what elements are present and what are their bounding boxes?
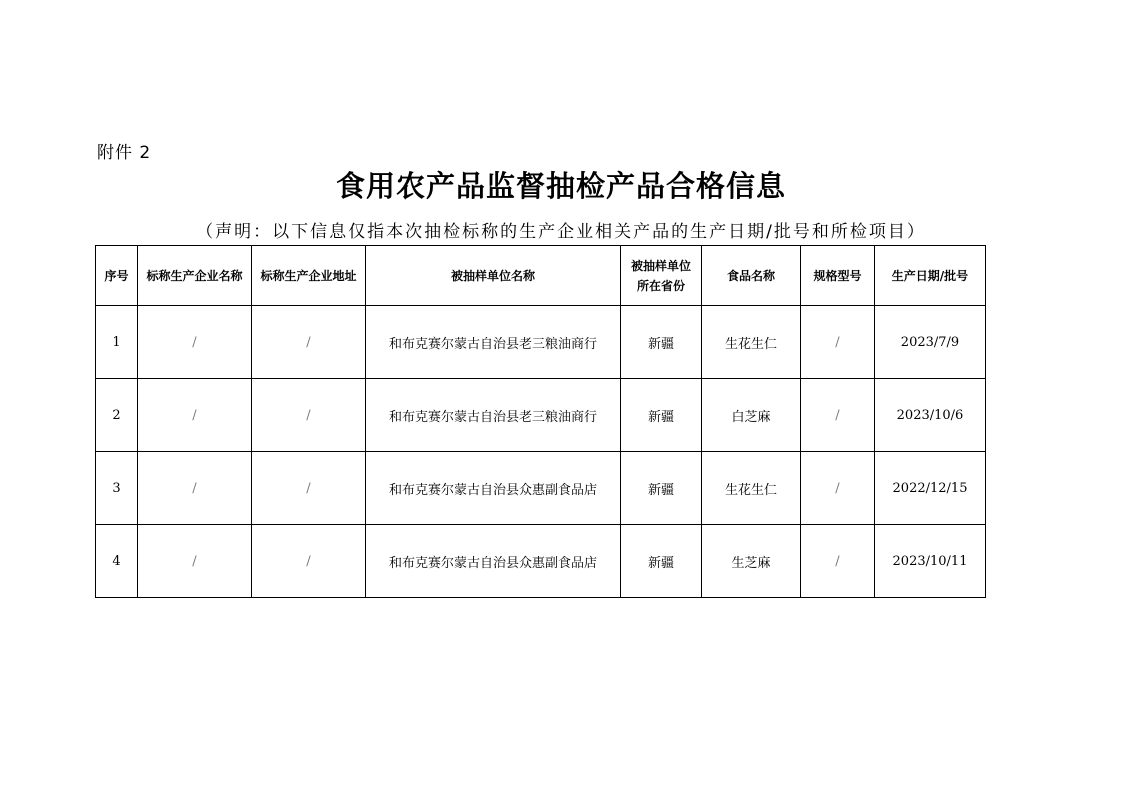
cell-manufacturer-address: /	[252, 452, 366, 525]
header-food-name: 食品名称	[702, 246, 801, 306]
cell-specification: /	[801, 525, 875, 598]
cell-food-name: 生花生仁	[702, 452, 801, 525]
cell-specification: /	[801, 452, 875, 525]
cell-manufacturer-address: /	[252, 306, 366, 379]
cell-production-date: 2023/10/6	[875, 379, 986, 452]
cell-specification: /	[801, 379, 875, 452]
table-row	[96, 525, 986, 598]
table-row	[96, 452, 986, 525]
cell-manufacturer-address: /	[252, 379, 366, 452]
document-title: 食用农产品监督抽检产品合格信息	[335, 169, 786, 203]
table-header-row	[96, 246, 986, 306]
table-row	[96, 379, 986, 452]
header-manufacturer-name: 标称生产企业名称	[138, 246, 252, 306]
header-manufacturer-address: 标称生产企业地址	[252, 246, 366, 306]
qualified-products-table	[95, 245, 986, 598]
cell-seq: 1	[96, 306, 138, 379]
cell-production-date: 2023/7/9	[875, 306, 986, 379]
cell-manufacturer-address: /	[252, 525, 366, 598]
cell-seq: 3	[96, 452, 138, 525]
cell-manufacturer-name: /	[138, 525, 252, 598]
cell-production-date: 2023/10/11	[875, 525, 986, 598]
cell-sampled-unit-name: 和布克赛尔蒙古自治县众惠副食品店	[366, 452, 621, 525]
header-specification: 规格型号	[801, 246, 875, 306]
cell-sampled-unit-name: 和布克赛尔蒙古自治县老三粮油商行	[366, 306, 621, 379]
cell-seq: 4	[96, 525, 138, 598]
table-row	[96, 306, 986, 379]
cell-province: 新疆	[621, 452, 702, 525]
disclaimer-statement: （声明：以下信息仅指本次抽检标称的生产企业相关产品的生产日期/批号和所检项目）	[196, 222, 926, 242]
header-province-line2: 所在省份	[636, 278, 685, 293]
header-production-date: 生产日期/批号	[875, 246, 986, 306]
cell-production-date: 2022/12/15	[875, 452, 986, 525]
cell-food-name: 生花生仁	[702, 306, 801, 379]
header-province-line1: 被抽样单位	[630, 258, 691, 273]
cell-seq: 2	[96, 379, 138, 452]
cell-province: 新疆	[621, 379, 702, 452]
cell-province: 新疆	[621, 306, 702, 379]
cell-food-name: 白芝麻	[702, 379, 801, 452]
cell-manufacturer-name: /	[138, 379, 252, 452]
header-sampled-unit-name: 被抽样单位名称	[366, 246, 621, 306]
cell-manufacturer-name: /	[138, 452, 252, 525]
cell-specification: /	[801, 306, 875, 379]
header-sampled-unit-province	[621, 246, 702, 306]
cell-manufacturer-name: /	[138, 306, 252, 379]
cell-sampled-unit-name: 和布克赛尔蒙古自治县众惠副食品店	[366, 525, 621, 598]
annex-label: 附件 2	[97, 143, 152, 163]
cell-food-name: 生芝麻	[702, 525, 801, 598]
cell-sampled-unit-name: 和布克赛尔蒙古自治县老三粮油商行	[366, 379, 621, 452]
header-seq: 序号	[96, 246, 138, 306]
cell-province: 新疆	[621, 525, 702, 598]
